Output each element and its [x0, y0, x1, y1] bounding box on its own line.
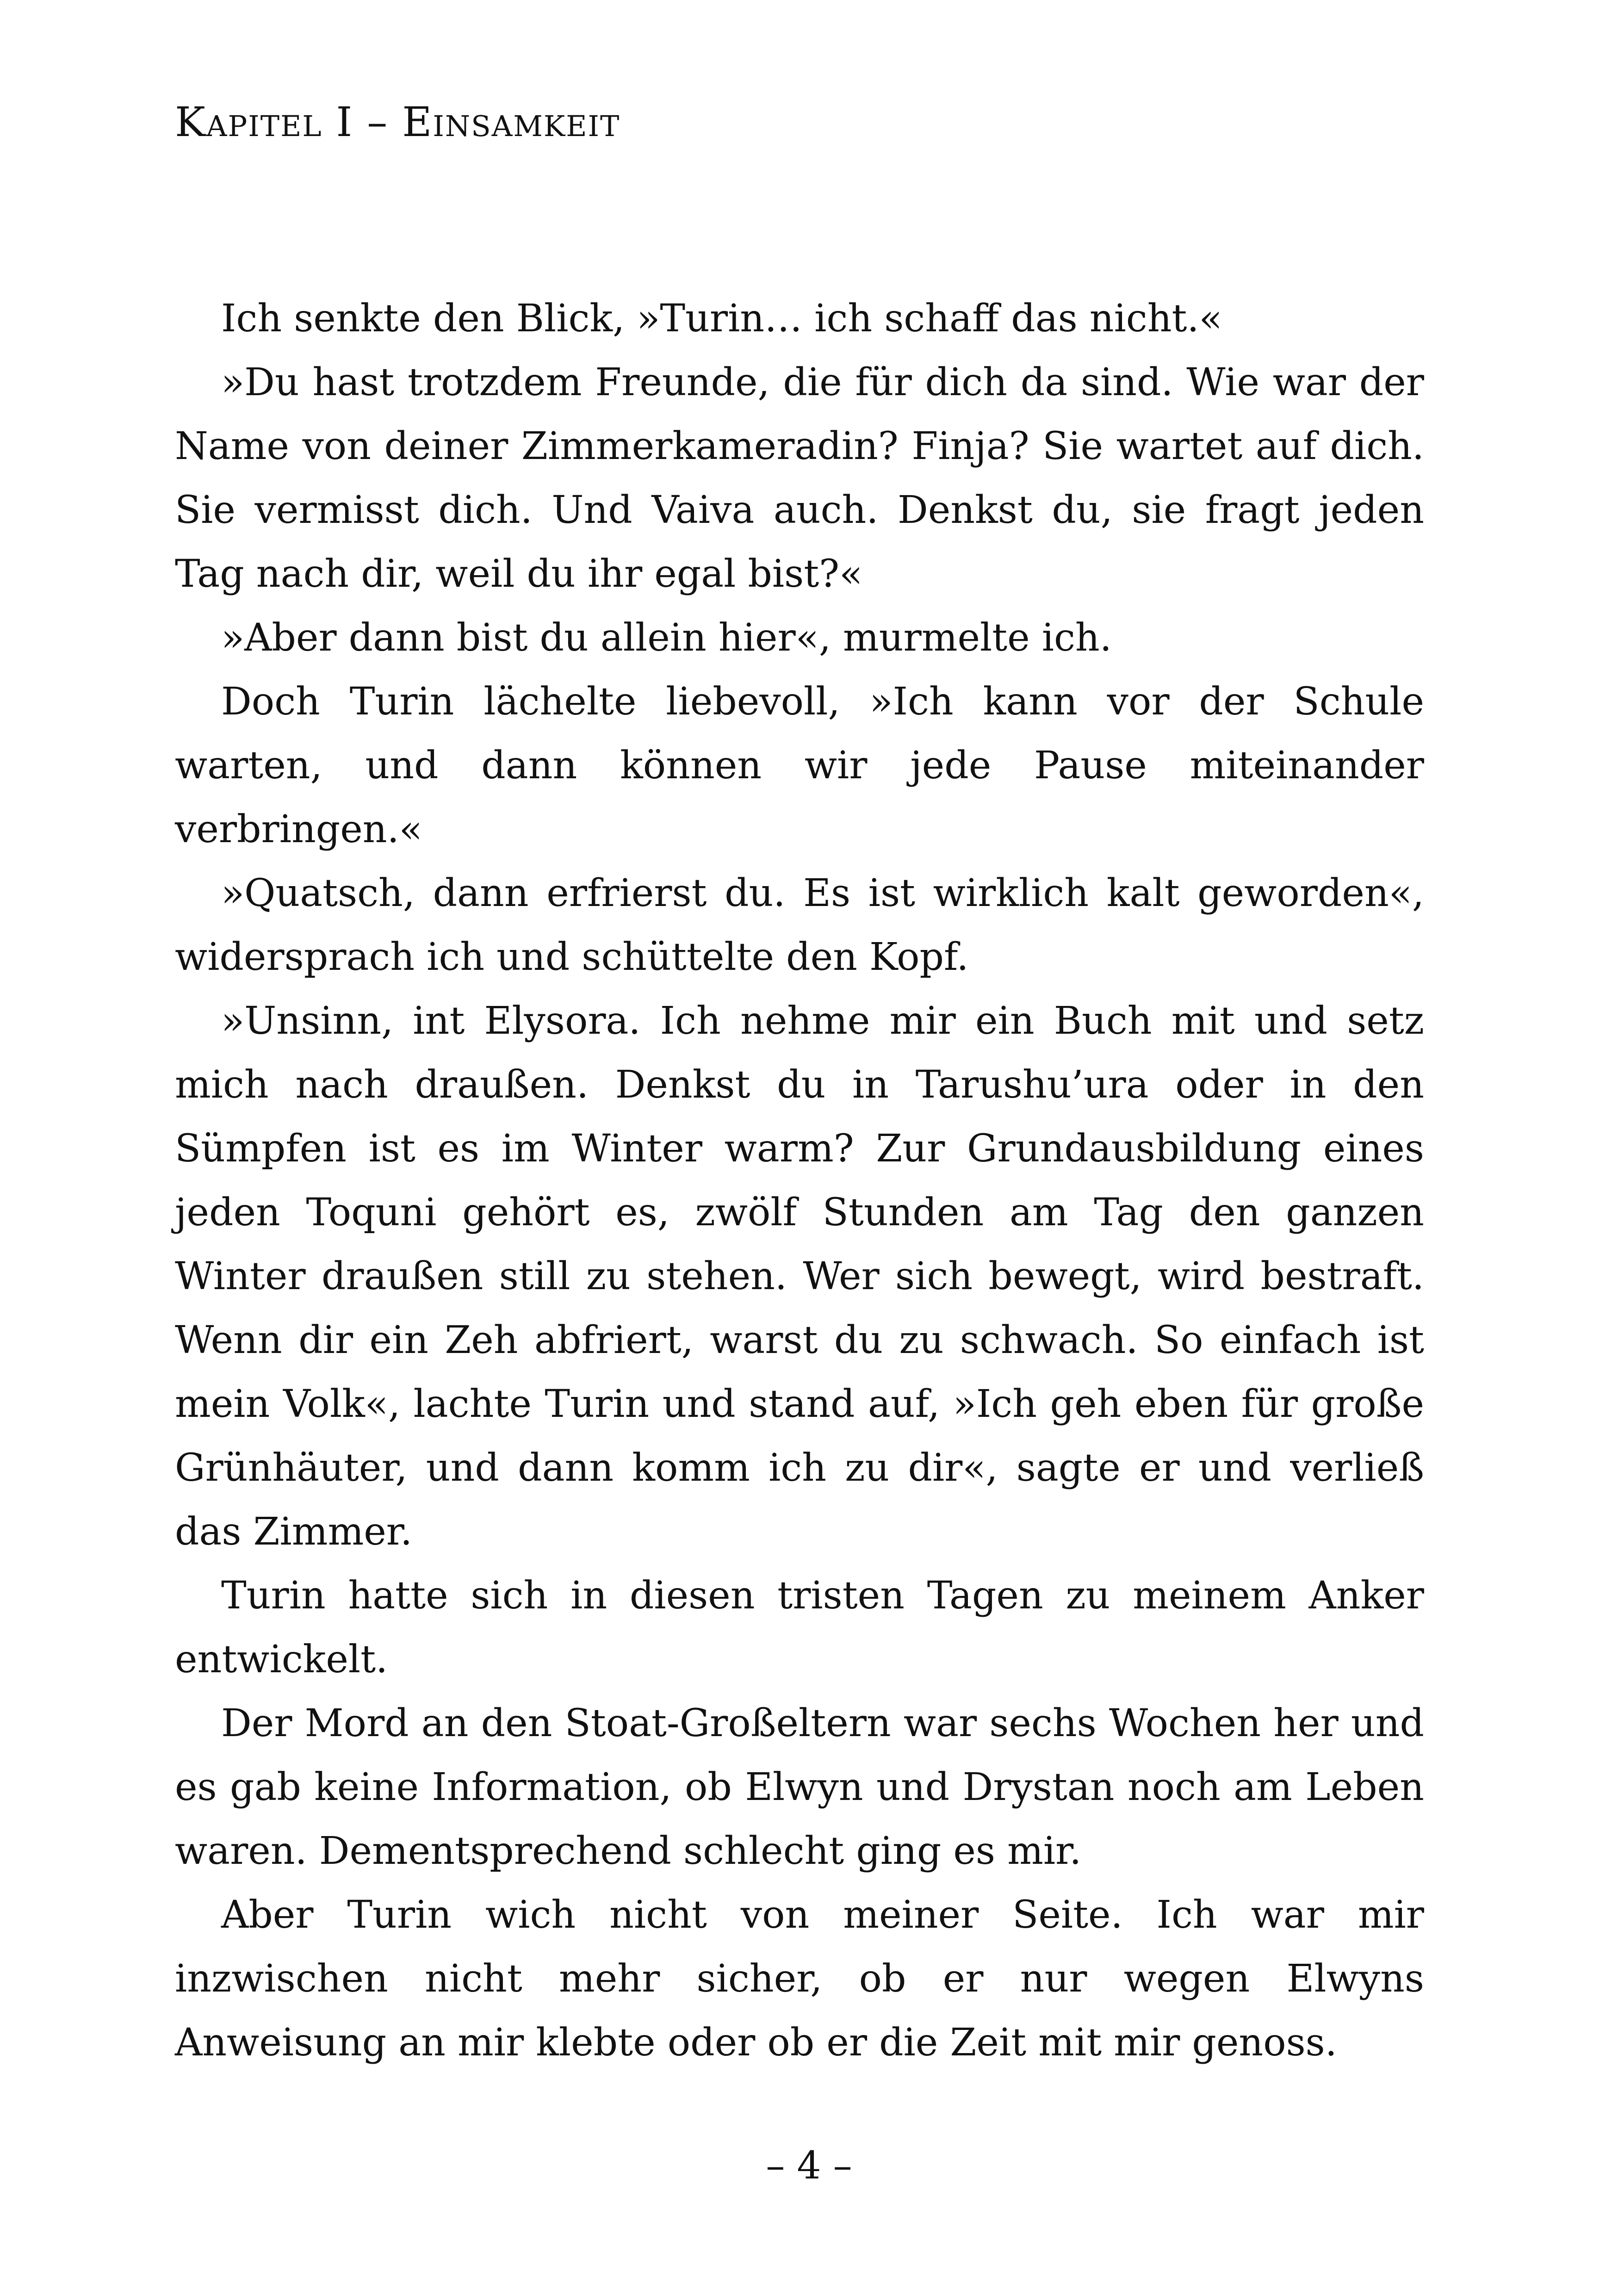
paragraph: Turin hatte sich in diesen tristen Tagen zu meinem Anker entwickelt. — [175, 1574, 1424, 1682]
paragraph: Ich senkte den Blick, »Turin… ich schaff das nicht.« — [221, 297, 1222, 341]
paragraph: »Quatsch, dann erfrierst du. Es ist wirklich kalt geworden«, widersprach ich und schüttelte den Kopf. — [175, 871, 1424, 979]
page-number: – 4 – — [766, 2144, 852, 2188]
paragraph: Doch Turin lächelte liebevoll, »Ich kann vor der Schule warten, und dann können wir jede Pause miteinander verbringen.« — [175, 680, 1424, 851]
paragraph: Der Mord an den Stoat-Großeltern war sechs Wochen her und es gab keine Information, ob Elwyn und Drystan noch am Leben waren. Dementsprechend schlecht ging es mir. — [175, 1701, 1424, 1873]
paragraph: »Aber dann bist du allein hier«, murmelte ich. — [221, 616, 1112, 660]
running-head: Kapitel I – Einsamkeit — [175, 98, 620, 146]
body-text — [175, 287, 1424, 2075]
paragraph: »Unsinn, int Elysora. Ich nehme mir ein Buch mit und setz mich nach draußen. Denkst du in Tarushu’ura oder in den Sümpfen ist es im Winter warm? Zur Grundausbildung eines jeden Toquni gehört es, zwölf Stunden am Tag den ganzen Winter draußen still zu stehen. Wer sich bewegt, wird bestraft. Wenn dir ein Zeh abfriert, warst du zu schwach. So einfach ist mein Volk«, lachte Turin und stand auf, »Ich geh eben für große Grünhäuter, und dann komm ich zu dir«, sagte er und verließ das Zimmer. — [175, 999, 1424, 1554]
paragraph: Aber Turin wich nicht von meiner Seite. Ich war mir inzwischen nicht mehr sicher, ob er nur wegen Elwyns Anweisung an mir klebte oder ob er die Zeit mit mir genoss. — [175, 1893, 1424, 2065]
paragraph: »Du hast trotzdem Freunde, die für dich da sind. Wie war der Name von deiner Zimmerkameradin? Finja? Sie wartet auf dich. Sie vermisst dich. Und Vaiva auch. Denkst du, sie fragt jeden Tag nach dir, weil du ihr egal bist?« — [175, 360, 1424, 596]
